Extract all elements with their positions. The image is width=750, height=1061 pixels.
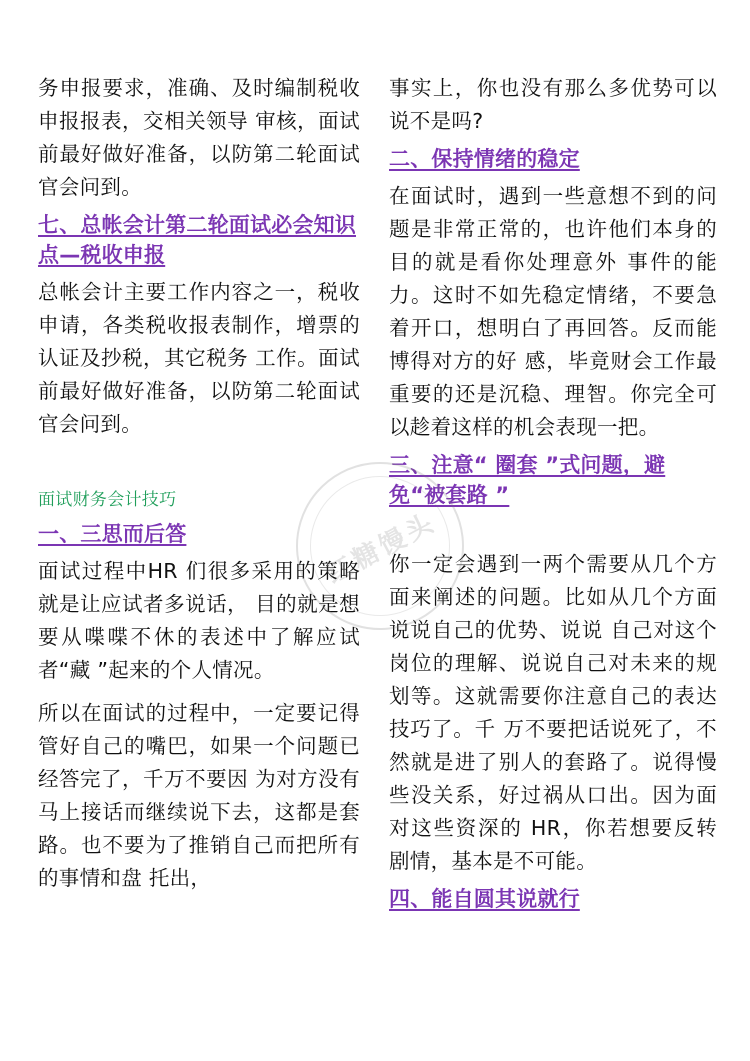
left-paragraph-4: 所以在面试的过程中，一定要记得管好自己的嘴巴，如果一个问题已经答完了，千万不要因 为对方没有马上接话而继续说下去，这都是套路。也不要为了推销自己而把所有的事情和盘 托出， xyxy=(38,701,360,890)
right-paragraph-3: 你一定会遇到一两个需要从几个方面来阐述的问题。比如从几个方面说说自己的优势、说说 自己对这个岗位的理解、说说自己对未来的规划等。这就需要你注意自己的表达技巧了。千 万不要把话说死了，不然就是进了别人的套路了。说得慢些没关系，好过祸从口出。因为面 对这些资深的 HR，你若想要反转剧情，基本是不可能。 xyxy=(389,552,717,873)
heading-seven-tax-filing: 七、总帐会计第二轮面试必会知识点—税收申报 xyxy=(38,213,356,267)
left-paragraph-2: 总帐会计主要工作内容之一，税收申请，各类税收报表制作，增票的认证及抄税，其它税务 工作。面试前最好做好准备，以防第二轮面试官会问到。 xyxy=(38,280,360,436)
left-paragraph-3: 面试过程中HR 们很多采用的策略就是让应试者多说话， 目的就是想要从喋喋不休的表述中了解应试者“藏 ”起来的个人情况。 xyxy=(38,559,360,682)
heading-four-self-consistent: 四、能自圆其说就行 xyxy=(389,887,580,911)
right-paragraph-1: 事实上，你也没有那么多优势可以说不是吗? xyxy=(389,76,717,133)
left-column xyxy=(38,72,360,895)
watermark-text: 红糖馒头 xyxy=(321,506,442,590)
left-paragraph-1: 务申报要求，准确、及时编制税收申报报表，交相关领导 审核，面试前最好做好准备，以防第二轮面试官会问到。 xyxy=(38,76,360,199)
heading-one-think-before-answer: 一、三思而后答 xyxy=(38,522,187,546)
right-column xyxy=(389,72,717,914)
right-paragraph-2: 在面试时，遇到一些意想不到的问题是非常正常的，也许他们本身的目的就是看你处理意外 事件的能力。这时不如先稳定情绪，不要急着开口，想明白了再回答。反而能博得对方的好 感，毕竟财会工作最重要的还是沉稳、理智。你完全可以趁着这样的机会表现一把。 xyxy=(389,184,717,439)
heading-two-stay-calm: 二、保持情绪的稳定 xyxy=(389,147,580,171)
section-title-interview-tips: 面试财务会计技巧 xyxy=(38,490,177,510)
heading-three-trap-questions: 三、注意“ 圈套 ”式问题，避免“被套路 ” xyxy=(389,453,666,507)
